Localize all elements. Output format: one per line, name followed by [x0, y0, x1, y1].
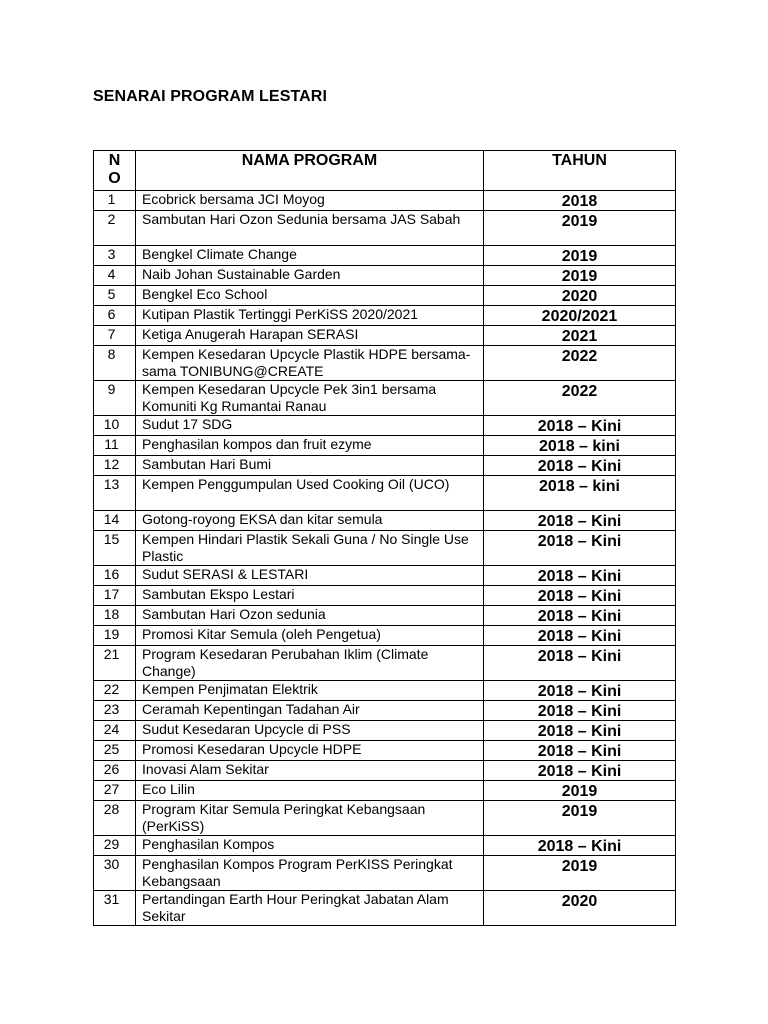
table-row: [94, 781, 676, 801]
row-number: 14: [94, 511, 136, 531]
program-name: Promosi Kesedaran Upcycle HDPE: [136, 741, 484, 761]
program-name: Program Kitar Semula Peringkat Kebangsaan (PerKiSS): [136, 801, 484, 836]
program-year: 2018 – Kini: [484, 741, 676, 761]
row-number: 7: [94, 326, 136, 346]
program-year: 2018 – Kini: [484, 566, 676, 586]
row-number: 1: [94, 191, 136, 211]
program-year: 2018 – kini: [484, 436, 676, 456]
program-year: 2018 – Kini: [484, 416, 676, 436]
table-row: [94, 511, 676, 531]
table-row: [94, 626, 676, 646]
program-year: 2020: [484, 891, 676, 926]
program-table: [93, 150, 676, 926]
header-program-name: NAMA PROGRAM: [136, 151, 484, 191]
program-year: 2018 – Kini: [484, 681, 676, 701]
program-year: 2020: [484, 286, 676, 306]
row-number: 15: [94, 531, 136, 566]
program-name: Bengkel Eco School: [136, 286, 484, 306]
row-number: 30: [94, 856, 136, 891]
program-name: Naib Johan Sustainable Garden: [136, 266, 484, 286]
program-year: 2018: [484, 191, 676, 211]
table-row: [94, 566, 676, 586]
program-name: Kempen Kesedaran Upcycle Plastik HDPE bersama-sama TONIBUNG@CREATE: [136, 346, 484, 381]
program-name: Sudut 17 SDG: [136, 416, 484, 436]
row-number: 13: [94, 476, 136, 511]
row-number: 4: [94, 266, 136, 286]
program-name: Promosi Kitar Semula (oleh Pengetua): [136, 626, 484, 646]
table-row: [94, 436, 676, 456]
row-number: 6: [94, 306, 136, 326]
table-row: [94, 326, 676, 346]
program-year: 2019: [484, 856, 676, 891]
program-name: Sudut SERASI & LESTARI: [136, 566, 484, 586]
program-name: Sambutan Hari Ozon sedunia: [136, 606, 484, 626]
table-header-row: [94, 151, 676, 191]
program-year: 2018 – Kini: [484, 721, 676, 741]
row-number: 11: [94, 436, 136, 456]
row-number: 29: [94, 836, 136, 856]
row-number: 17: [94, 586, 136, 606]
table-row: [94, 381, 676, 416]
row-number: 19: [94, 626, 136, 646]
table-row: [94, 266, 676, 286]
header-year: TAHUN: [484, 151, 676, 191]
program-year: 2018 – Kini: [484, 761, 676, 781]
row-number: 2: [94, 211, 136, 246]
program-name: Kempen Hindari Plastik Sekali Guna / No Single Use Plastic: [136, 531, 484, 566]
table-row: [94, 891, 676, 926]
table-row: [94, 606, 676, 626]
program-name: Kutipan Plastik Tertinggi PerKiSS 2020/2021: [136, 306, 484, 326]
program-year: 2022: [484, 346, 676, 381]
program-year: 2019: [484, 781, 676, 801]
table-row: [94, 701, 676, 721]
table-row: [94, 586, 676, 606]
row-number: 18: [94, 606, 136, 626]
row-number: 27: [94, 781, 136, 801]
table-row: [94, 456, 676, 476]
row-number: 5: [94, 286, 136, 306]
program-name: Penghasilan Kompos: [136, 836, 484, 856]
table-row: [94, 836, 676, 856]
program-year: 2019: [484, 246, 676, 266]
row-number: 12: [94, 456, 136, 476]
program-name: Ceramah Kepentingan Tadahan Air: [136, 701, 484, 721]
table-row: [94, 191, 676, 211]
row-number: 25: [94, 741, 136, 761]
program-name: Gotong-royong EKSA dan kitar semula: [136, 511, 484, 531]
program-name: Kempen Kesedaran Upcycle Pek 3in1 bersama Komuniti Kg Rumantai Ranau: [136, 381, 484, 416]
program-name: Bengkel Climate Change: [136, 246, 484, 266]
program-name: Sambutan Hari Bumi: [136, 456, 484, 476]
row-number: 23: [94, 701, 136, 721]
program-year: 2019: [484, 211, 676, 246]
table-row: [94, 741, 676, 761]
table-row: [94, 856, 676, 891]
program-year: 2018 – Kini: [484, 586, 676, 606]
program-name: Ecobrick bersama JCI Moyog: [136, 191, 484, 211]
program-year: 2020/2021: [484, 306, 676, 326]
table-row: [94, 246, 676, 266]
program-year: 2019: [484, 801, 676, 836]
program-name: Inovasi Alam Sekitar: [136, 761, 484, 781]
table-row: [94, 286, 676, 306]
program-year: 2018 – Kini: [484, 511, 676, 531]
program-year: 2021: [484, 326, 676, 346]
row-number: 24: [94, 721, 136, 741]
table-row: [94, 211, 676, 246]
table-row: [94, 476, 676, 511]
row-number: 22: [94, 681, 136, 701]
program-year: 2018 – kini: [484, 476, 676, 511]
table-row: [94, 681, 676, 701]
program-year: 2018 – Kini: [484, 531, 676, 566]
program-name: Kempen Penggumpulan Used Cooking Oil (UCO): [136, 476, 484, 511]
program-year: 2018 – Kini: [484, 836, 676, 856]
table-row: [94, 646, 676, 681]
program-name: Sambutan Ekspo Lestari: [136, 586, 484, 606]
program-year: 2022: [484, 381, 676, 416]
program-name: Penghasilan kompos dan fruit ezyme: [136, 436, 484, 456]
table-row: [94, 721, 676, 741]
program-year: 2018 – Kini: [484, 456, 676, 476]
program-year: 2019: [484, 266, 676, 286]
table-row: [94, 531, 676, 566]
header-no: [94, 151, 136, 191]
program-name: Program Kesedaran Perubahan Iklim (Climate Change): [136, 646, 484, 681]
row-number: 26: [94, 761, 136, 781]
row-number: 9: [94, 381, 136, 416]
program-name: Penghasilan Kompos Program PerKISS Peringkat Kebangsaan: [136, 856, 484, 891]
header-no-line2: O: [108, 170, 121, 187]
table-row: [94, 761, 676, 781]
row-number: 21: [94, 646, 136, 681]
table-row: [94, 306, 676, 326]
table-row: [94, 416, 676, 436]
header-no-line1: N: [108, 152, 121, 169]
program-name: Kempen Penjimatan Elektrik: [136, 681, 484, 701]
program-year: 2018 – Kini: [484, 606, 676, 626]
program-year: 2018 – Kini: [484, 701, 676, 721]
program-year: 2018 – Kini: [484, 646, 676, 681]
table-row: [94, 801, 676, 836]
page-title: SENARAI PROGRAM LESTARI: [93, 88, 328, 105]
program-name: Ketiga Anugerah Harapan SERASI: [136, 326, 484, 346]
program-name: Eco Lilin: [136, 781, 484, 801]
program-name: Sudut Kesedaran Upcycle di PSS: [136, 721, 484, 741]
row-number: 10: [94, 416, 136, 436]
row-number: 28: [94, 801, 136, 836]
row-number: 31: [94, 891, 136, 926]
program-name: Sambutan Hari Ozon Sedunia bersama JAS Sabah: [136, 211, 484, 246]
row-number: 8: [94, 346, 136, 381]
program-year: 2018 – Kini: [484, 626, 676, 646]
row-number: 16: [94, 566, 136, 586]
program-name: Pertandingan Earth Hour Peringkat Jabatan Alam Sekitar: [136, 891, 484, 926]
row-number: 3: [94, 246, 136, 266]
table-row: [94, 346, 676, 381]
